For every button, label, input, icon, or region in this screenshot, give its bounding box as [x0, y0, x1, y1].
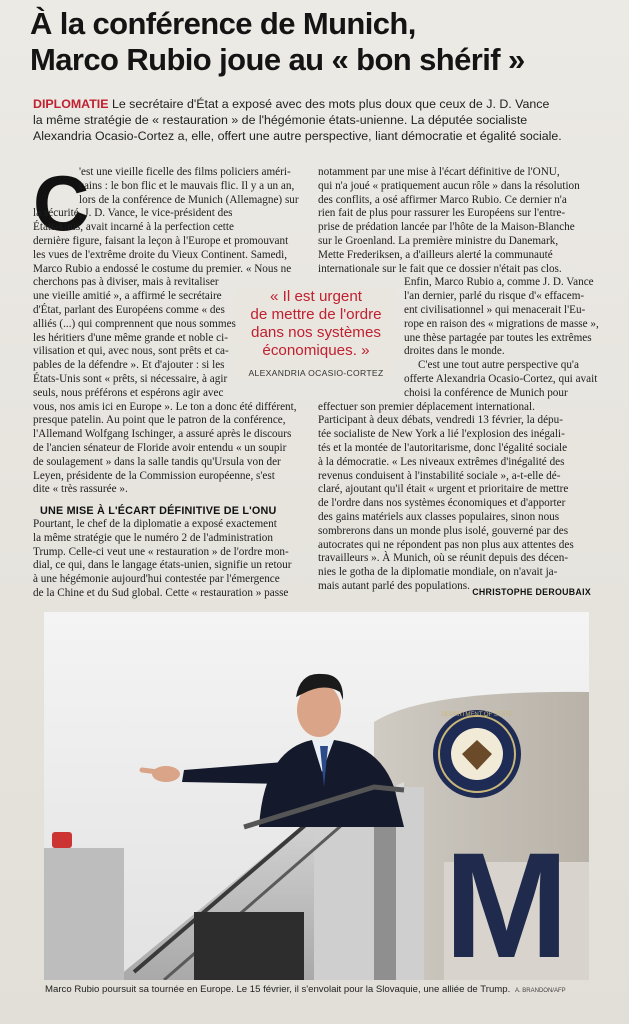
pull-quote-line: « Il est urgent: [269, 288, 363, 305]
text-line: Participant à deux débats, vendredi 13 février, la dépu-: [318, 414, 563, 427]
text-line: seuls, nous préférons et espérons agir avec: [33, 386, 224, 399]
drop-cap: C: [33, 159, 90, 247]
text-line: ent civilisationnel » qui menacerait l'Eu-: [404, 303, 586, 316]
text-line: de la Chine et du Sud global. Cette « restauration » passe: [33, 586, 289, 599]
text-line: Pourtant, le chef de la diplomatie a exposé exactement: [33, 518, 277, 530]
text-line: à une hégémonie aujourd'hui contestée par l'émergence: [33, 573, 280, 586]
text-line: sombrerons dans un monde plus isolé, gouverné par des: [318, 524, 569, 537]
text-line: sur le Groenland. La première ministre du Danemark,: [318, 234, 559, 247]
pull-quote-author: ALEXANDRIA OCASIO-CORTEZ: [248, 368, 384, 378]
text-line: effectuer son premier déplacement international.: [318, 400, 535, 413]
plane-letter: M: [444, 821, 569, 980]
text-line: les héritiers d'une même grande et noble ci-: [33, 331, 228, 344]
text-line: de l'ancien sénateur de Floride avoir entendu « un soupir: [33, 441, 287, 454]
text-line: mais autant parlé des populations.: [318, 579, 470, 592]
photo-credit: A. BRANDON/AFP: [514, 988, 566, 994]
caption-text: Marco Rubio poursuit sa tournée en Europe. Le 15 février, il s'envolait pour la Slovaquie, une alliée de Trump.: [45, 984, 511, 995]
text-line: travailleurs ». À Munich, où se réunit depuis des décen-: [318, 552, 569, 565]
state-department-seal: [433, 710, 521, 798]
text-line: 'est une vieille ficelle des films policiers améri-: [79, 166, 291, 178]
text-line: des gains matériels aux classes populaires, sinon nous: [318, 510, 560, 523]
text-line: Mette Frederiksen, a d'ailleurs alerté la communauté: [318, 248, 553, 261]
text-line: revenus conduisent à l'instabilité sociale », a-t-elle dé-: [318, 469, 561, 482]
text-line: rien fait de plus pour rassurer les Européens sur l'entre-: [318, 207, 566, 220]
text-line: offerte Alexandria Ocasio-Cortez, qui avait: [404, 372, 598, 385]
text-line: Enfin, Marco Rubio a, comme J. D. Vance: [404, 276, 594, 289]
text-line: pables de la défendre ». Et d'ajouter : si les: [33, 359, 225, 372]
article-photo: [44, 612, 589, 980]
text-line: vilisation et qui, avec nous, sont prêts et ca-: [33, 345, 229, 358]
text-line: notamment par une mise à l'écart définitive de l'ONU,: [318, 166, 560, 178]
text-line: nies le gotha de la diplomatie mondiale, on n'avait ja-: [318, 566, 558, 579]
text-line: États-Unis sont « prêts, si nécessaire, à agir: [33, 372, 228, 385]
photo-caption: [45, 984, 590, 995]
text-line: presque patelin. Au point que le patron de la conférence,: [33, 414, 286, 427]
text-line: de l'ordre dans nos systèmes économiques et d'apporter: [318, 497, 566, 510]
text-line: choisi la conférence de Munich pour: [404, 386, 568, 399]
section-kicker: DIPLOMATIE: [33, 97, 109, 111]
text-line: claré, ajoutant qu'il était « urgent et prioritaire de mettre: [318, 483, 569, 496]
pull-quote-line: de mettre de l'ordre: [250, 306, 382, 323]
lead-line-1-text: Le secrétaire d'État a exposé avec des mots plus doux que ceux de J. D. Vance: [108, 97, 550, 111]
text-line: cains : le bon flic et le mauvais flic. Il y a un an,: [79, 179, 295, 192]
text-line: Marco Rubio a endossé le costume du premier. « Nous ne: [33, 262, 292, 275]
article-byline: CHRISTOPHE DEROUBAIX: [472, 587, 591, 597]
text-line: Leyen, présidente de la Commission européenne, s'est: [33, 469, 275, 482]
text-line: C'est une tout autre perspective qu'a: [418, 359, 579, 372]
text-line: des conflits, a osé affirmer Marco Rubio. Ce dernier n'a: [318, 193, 567, 206]
headline: [30, 6, 615, 78]
text-line: une vieille amitié », a affirmé le secrétaire: [33, 290, 222, 303]
text-line: Trump. Celle-ci veut une « restauration » de l'ordre mon-: [33, 545, 289, 558]
text-line: à la démocratie. « Les niveaux extrêmes d'inégalité des: [318, 455, 565, 468]
article-column-right: [318, 166, 597, 594]
photo-illustration: [44, 612, 589, 980]
text-line: lors de la conférence de Munich (Allemagne) sur: [79, 193, 299, 206]
text-line: dite « très rassurée ».: [33, 483, 128, 496]
text-line: dernière figure, faisant la leçon à l'Europe et promouvant: [33, 234, 289, 247]
text-line: la sécurité, J. D. Vance, le vice-président des: [33, 207, 233, 220]
pull-quote-line: dans nos systèmes: [251, 324, 381, 341]
pull-quote-line: économiques. »: [262, 342, 370, 359]
text-line: les vues de l'extrême droite du Vieux Continent. Samedi,: [33, 248, 288, 261]
lead-line-1: [33, 96, 613, 112]
text-line: cherchons pas à diviser, mais à revitaliser: [33, 276, 219, 289]
text-line: alliés (...) qui comprennent que nous sommes: [33, 317, 236, 330]
text-line: rope en raison des « migrations de masse »,: [404, 317, 599, 330]
pull-quote-text: [236, 288, 396, 360]
seal-text: DEPARTMENT OF STATE: [441, 712, 513, 718]
text-line: internationale sur le fait que ce dossier n'était pas clos.: [318, 262, 562, 275]
lead-line-3: Alexandria Ocasio-Cortez a, elle, offert une autre perspective, liant démocratie et égalité sociale.: [33, 129, 562, 143]
text-line: prise de prédation lancée par l'hôte de la Maison-Blanche: [318, 221, 575, 234]
headline-line-2: Marco Rubio joue au « bon shérif »: [30, 42, 525, 77]
text-line: la même stratégie que le numéro 2 de l'administration: [33, 531, 273, 544]
lead-line-2: la même stratégie de « restauration » de l'hégémonie états-unienne. La députée socialiste: [33, 113, 528, 127]
text-line: autocrates qui ne répondent pas non plus aux attentes des: [318, 538, 574, 551]
text-line: d'État, parlant des Européens comme « des: [33, 303, 225, 316]
text-line: une thèse partagée par toutes les extrêmes: [404, 331, 592, 344]
article-subheading: UNE MISE À L'ÉCART DÉFINITIVE DE L'ONU: [40, 505, 277, 517]
text-line: l'an dernier, parlé du risque d'« effacem-: [404, 290, 585, 303]
text-line: l'Allemand Wolfgang Ischinger, a assuré après le discours: [33, 428, 292, 441]
text-line: vous, nos amis ici en Europe ». Le ton a donc été différent,: [33, 400, 297, 413]
text-line: tés et la montée de l'autoritarisme, donc l'égalité sociale: [318, 441, 568, 454]
text-line: dial, ce qui, dans le langage états-unien, signifie un retour: [33, 559, 292, 572]
text-line: de soulagement » dans la salle tandis qu'Ursula von der: [33, 455, 281, 468]
text-line: droites dans le monde.: [404, 345, 505, 358]
text-line: États-Unis, avait incarné à la perfection cette: [33, 221, 234, 234]
article-column-left-continued: [33, 518, 310, 601]
article-lead: [33, 96, 613, 144]
text-line: tée socialiste de New York a lié l'explosion des inégali-: [318, 428, 565, 441]
headline-line-1: À la conférence de Munich,: [30, 6, 416, 41]
text-line: qui n'a joué « pratiquement aucun rôle » dans la résolution: [318, 179, 580, 192]
pull-quote: [236, 288, 396, 378]
